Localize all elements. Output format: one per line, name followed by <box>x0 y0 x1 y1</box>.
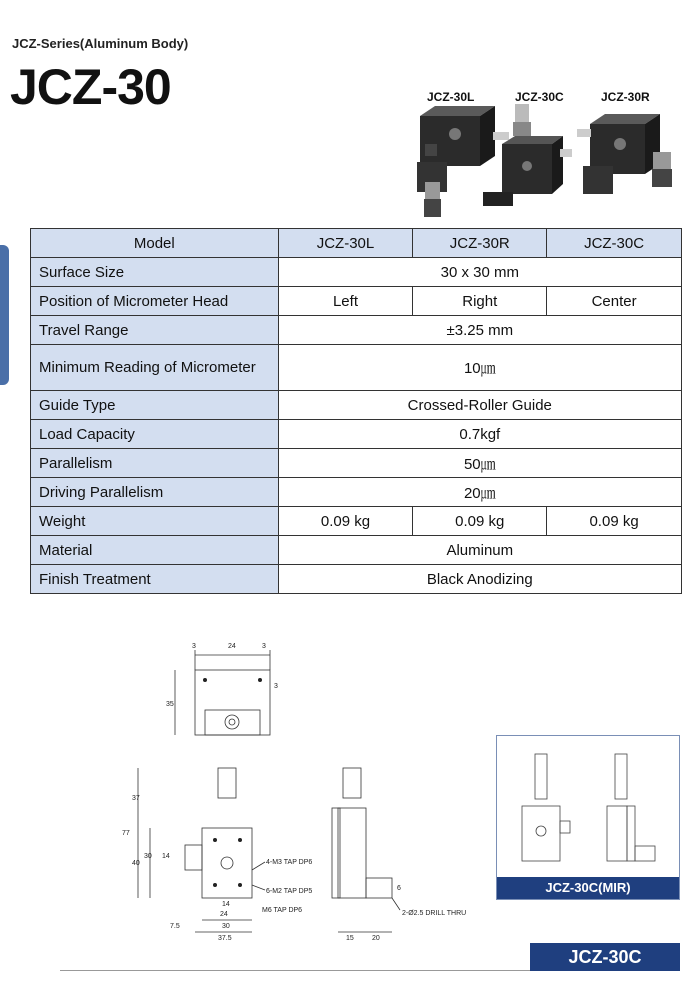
table-header-row <box>31 229 682 258</box>
table-row <box>31 449 682 478</box>
row-label: Parallelism <box>31 449 279 478</box>
mir-drawing-box <box>496 735 680 900</box>
product-label-r: JCZ-30R <box>601 90 650 104</box>
row-label: Finish Treatment <box>31 565 279 594</box>
row-value: Crossed-Roller Guide <box>278 391 681 420</box>
table-header-l: JCZ-30L <box>278 229 413 258</box>
row-value: 0.09 kg <box>278 507 413 536</box>
product-photo-r <box>577 114 672 194</box>
table-row <box>31 507 682 536</box>
row-value: 10㎛ <box>278 345 681 391</box>
row-label: Surface Size <box>31 258 279 287</box>
row-value: Left <box>278 287 413 316</box>
footer-line <box>60 970 530 971</box>
row-value: ±3.25 mm <box>278 316 681 345</box>
dim-bottom-375: 37.5 <box>218 935 232 942</box>
series-title: JCZ-Series(Aluminum Body) <box>12 36 189 51</box>
table-header-r: JCZ-30R <box>413 229 547 258</box>
dim-top-3a: 3 <box>192 643 196 650</box>
row-value: 30 x 30 mm <box>278 258 681 287</box>
row-value: 0.7kgf <box>278 420 681 449</box>
product-label-c: JCZ-30C <box>515 90 564 104</box>
mir-drawing <box>497 736 679 876</box>
dim-side-3: 3 <box>274 683 278 690</box>
row-label: Travel Range <box>31 316 279 345</box>
row-value: Aluminum <box>278 536 681 565</box>
dim-bottom-30: 30 <box>222 923 230 930</box>
dim-height-77: 77 <box>122 830 130 837</box>
row-label: Minimum Reading of Micrometer <box>31 345 279 391</box>
callout-m3: 4-M3 TAP DP6 <box>266 859 313 866</box>
dim-top-3b: 3 <box>262 643 266 650</box>
table-row <box>31 478 682 507</box>
row-label: Driving Parallelism <box>31 478 279 507</box>
row-value: 0.09 kg <box>547 507 682 536</box>
row-label: Weight <box>31 507 279 536</box>
table-row <box>31 420 682 449</box>
dim-height-14: 14 <box>162 853 170 860</box>
mir-caption: JCZ-30C(MIR) <box>497 877 679 899</box>
dim-side-35: 35 <box>166 701 174 708</box>
table-row <box>31 258 682 287</box>
product-photo-c <box>483 104 572 206</box>
table-header-c: JCZ-30C <box>547 229 682 258</box>
row-label: Position of Micrometer Head <box>31 287 279 316</box>
row-value: 20㎛ <box>278 478 681 507</box>
row-value: 50㎛ <box>278 449 681 478</box>
dim-side-20: 20 <box>372 935 380 942</box>
table-header-model: Model <box>31 229 279 258</box>
table-row <box>31 536 682 565</box>
spec-table <box>30 228 682 594</box>
row-label: Material <box>31 536 279 565</box>
row-value: 0.09 kg <box>413 507 547 536</box>
technical-drawing <box>110 640 490 950</box>
dim-bottom-14: 14 <box>222 901 230 908</box>
dim-height-40: 40 <box>132 860 140 867</box>
dim-height-30: 30 <box>144 853 152 860</box>
footer-model-badge: JCZ-30C <box>530 943 680 971</box>
side-tab <box>0 245 9 385</box>
dim-side-6: 6 <box>397 885 401 892</box>
table-row <box>31 565 682 594</box>
model-title: JCZ-30 <box>10 59 171 115</box>
row-value: Center <box>547 287 682 316</box>
dim-side-15: 15 <box>346 935 354 942</box>
callout-drill: 2-Ø2.5 DRILL THRU <box>402 910 467 917</box>
table-row <box>31 316 682 345</box>
row-value: Black Anodizing <box>278 565 681 594</box>
table-row <box>31 345 682 391</box>
table-row <box>31 391 682 420</box>
dim-bottom-75: 7.5 <box>170 923 180 930</box>
row-label: Load Capacity <box>31 420 279 449</box>
product-photos <box>405 104 685 224</box>
dim-top-24: 24 <box>228 643 236 650</box>
callout-m6: M6 TAP DP6 <box>262 907 303 914</box>
row-label: Guide Type <box>31 391 279 420</box>
row-value: Right <box>413 287 547 316</box>
callout-m2: 6-M2 TAP DP5 <box>266 888 313 895</box>
table-row <box>31 287 682 316</box>
dim-height-37: 37 <box>132 795 140 802</box>
dim-bottom-24: 24 <box>220 911 228 918</box>
product-label-l: JCZ-30L <box>427 90 475 104</box>
